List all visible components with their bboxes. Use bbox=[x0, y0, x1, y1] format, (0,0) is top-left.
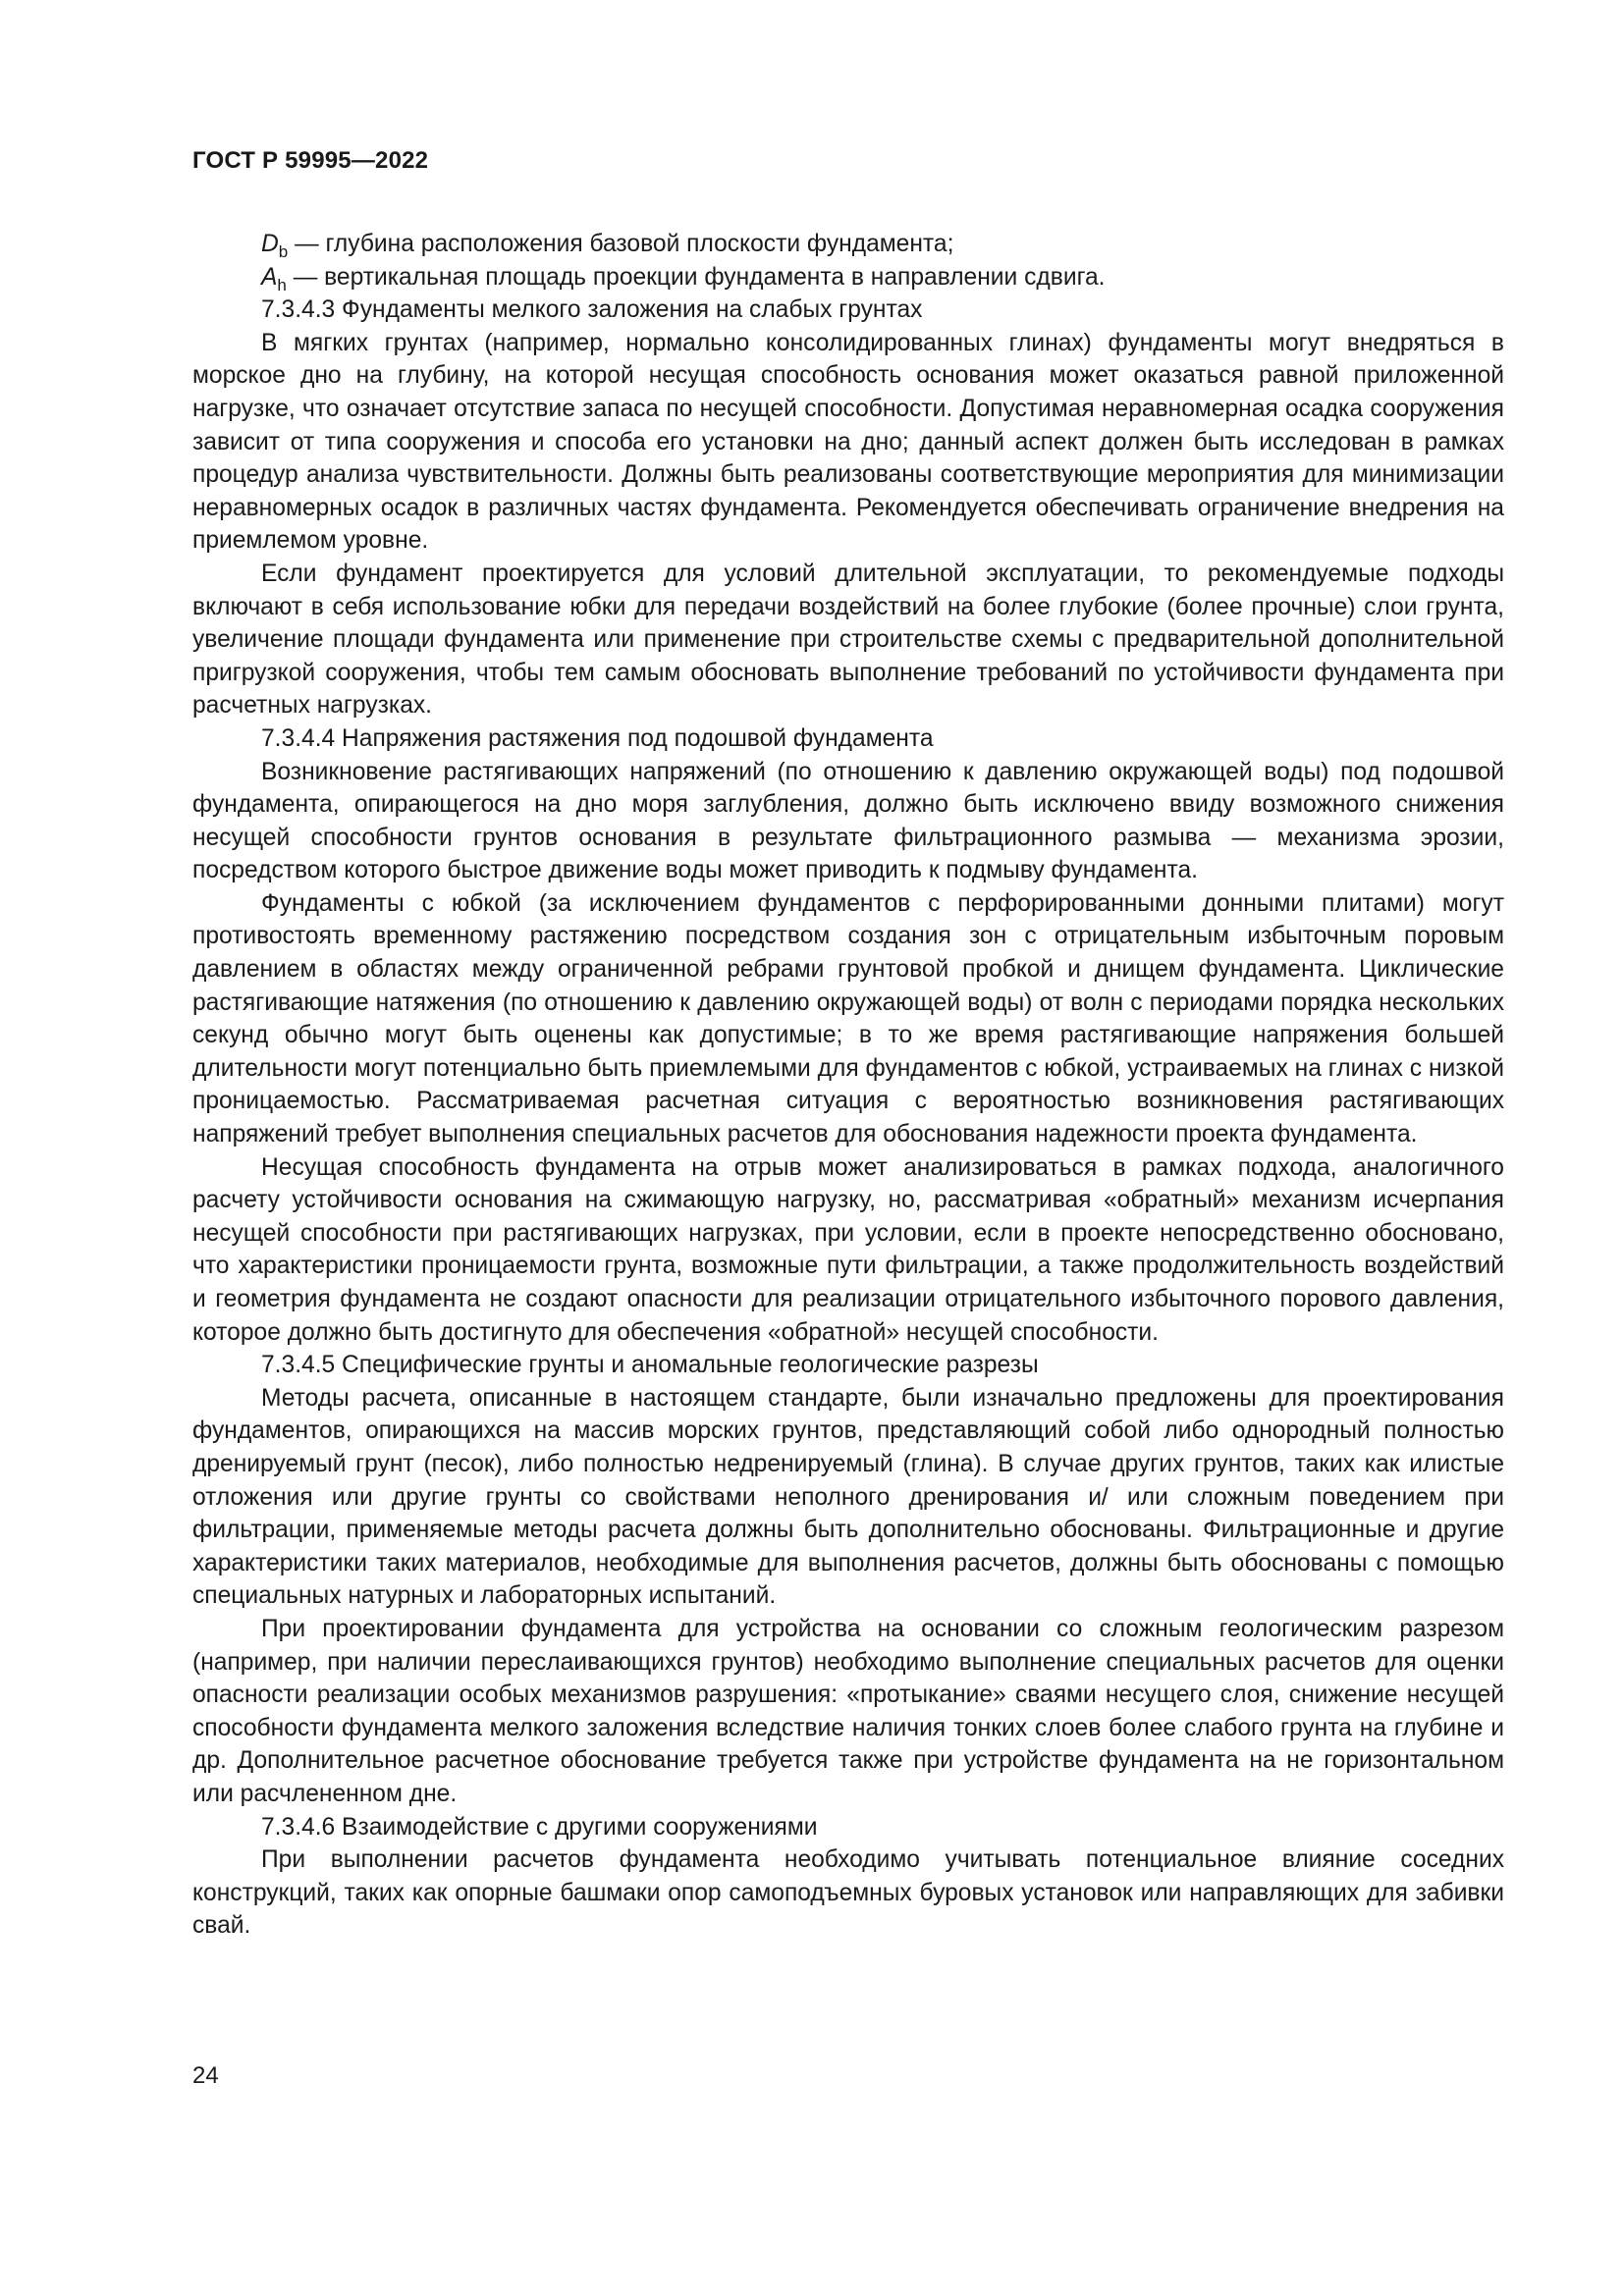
definition-line bbox=[192, 261, 1504, 294]
section-heading: 7.3.4.3 Фундаменты мелкого заложения на слабых грунтах bbox=[261, 296, 923, 324]
symbol-subscript: b bbox=[278, 242, 289, 261]
section-heading: 7.3.4.6 Взаимодействие с другими сооружениями bbox=[261, 1813, 818, 1841]
paragraph: Если фундамент проектируется для условий длительной эксплуатации, то рекомендуемые подходы включают в себя использование юбки для передачи воздействий на более глубокие (более прочные) слои грунта, увеличение площади фундамента или применение при строительстве схемы с предварительной дополнительной пригрузкой сооружения, чтобы тем самым обосновать выполнение требований по устойчивости фундамента при расчетных нагрузках. bbox=[192, 560, 1504, 720]
section-heading: 7.3.4.4 Напряжения растяжения под подошвой фундамента bbox=[261, 724, 934, 752]
definition-text: — глубина расположения базовой плоскости фундамента; bbox=[288, 231, 954, 257]
definition-line bbox=[192, 228, 1504, 261]
paragraph: При выполнении расчетов фундамента необходимо учитывать потенциальное влияние соседних конструкций, таких как опорные башмаки опор самоподъемных буровых установок или направляющих для забивки свай. bbox=[192, 1846, 1504, 1940]
document-header: ГОСТ Р 59995—2022 bbox=[192, 147, 429, 174]
document-body bbox=[192, 228, 1504, 1943]
section-heading: 7.3.4.5 Специфические грунты и аномальные геологические разрезы bbox=[261, 1352, 1039, 1379]
symbol: D bbox=[261, 231, 279, 257]
paragraph: При проектировании фундамента для устройства на основании со сложным геологическим разрезом (например, при наличии переслаивающихся грунтов) необходимо выполнение специальных расчетов для оценки опасности реализации особых механизмов разрушения: «протыкание» сваями несущего слоя, снижение несущей способности фундамента мелкого заложения вследствие наличия тонких слоев более слабого грунта на глубине и др. Дополнительное расчетное обоснование требуется также при устройстве фундамента на не горизонтальном или расчлененном дне. bbox=[192, 1615, 1504, 1807]
symbol-subscript: h bbox=[277, 275, 287, 294]
paragraph: Возникновение растягивающих напряжений (по отношению к давлению окружающей воды) под подошвой фундамента, опирающегося на дно моря заглубления, должно быть исключено ввиду возможного снижения несущей способности грунтов основания в результате фильтрационного размыва — механизма эрозии, посредством которого быстрое движение воды может приводить к подмыву фундамента. bbox=[192, 758, 1504, 884]
paragraph: В мягких грунтах (например, нормально консолидированных глинах) фундаменты могут внедряться в морское дно на глубину, на которой несущая способность основания может оказаться равной приложенной нагрузке, что означает отсутствие запаса по несущей способности. Допустимая неравномерная осадка сооружения зависит от типа сооружения и способа его установки на дно; данный аспект должен быть исследован в рамках процедур анализа чувствительности. Должны быть реализованы соответствующие мероприятия для минимизации неравномерных осадок в различных частях фундамента. Рекомендуется обеспечивать ограничение внедрения на приемлемом уровне. bbox=[192, 329, 1504, 555]
paragraph: Несущая способность фундамента на отрыв может анализироваться в рамках подхода, аналогичного расчету устойчивости основания на сжимающую нагрузку, но, рассматривая «обратный» механизм исчерпания несущей способности при растягивающих нагрузках, при условии, если в проекте непосредственно обосновано, что характеристики проницаемости грунта, возможные пути фильтрации, а также продолжительность воздействий и геометрия фундамента не создают опасности для реализации отрицательного избыточного порового давления, которое должно быть достигнуто для обеспечения «обратной» несущей способности. bbox=[192, 1153, 1504, 1346]
paragraph: Фундаменты с юбкой (за исключением фундаментов с перфорированными донными плитами) могут противостоять временному растяжению посредством создания зон с отрицательным избыточным поровым давлением в областях между ограниченной ребрами грунтовой пробкой и днищем фундамента. Циклические растягивающие натяжения (по отношению к давлению окружающей воды) от волн с периодами порядка нескольких секунд обычно могут быть оценены как допустимые; в то же время растягивающие напряжения большей длительности могут потенциально быть приемлемыми для фундаментов с юбкой, устраиваемых на глинах с низкой проницаемостью. Рассматриваемая расчетная ситуация с вероятностью возникновения растягивающих напряжений требует выполнения специальных расчетов для обоснования надежности проекта фундамента. bbox=[192, 889, 1504, 1148]
page-number: 24 bbox=[192, 2062, 219, 2089]
symbol: A bbox=[261, 263, 278, 291]
definition-text: — вертикальная площадь проекции фундамента в направлении сдвига. bbox=[286, 263, 1106, 291]
paragraph: Методы расчета, описанные в настоящем стандарте, были изначально предложены для проектирования фундаментов, опирающихся на массив морских грунтов, представляющий собой либо однородный полностью дренируемый грунт (песок), либо полностью недренируемый (глина). В случае других грунтов, таких как илистые отложения или другие грунты со свойствами неполного дренирования и/ или сложным поведением при фильтрации, применяемые методы расчета должны быть дополнительно обоснованы. Фильтрационные и другие характеристики таких материалов, необходимые для выполнения расчетов, должны быть обоснованы с помощью специальных натурных и лабораторных испытаний. bbox=[192, 1384, 1504, 1610]
